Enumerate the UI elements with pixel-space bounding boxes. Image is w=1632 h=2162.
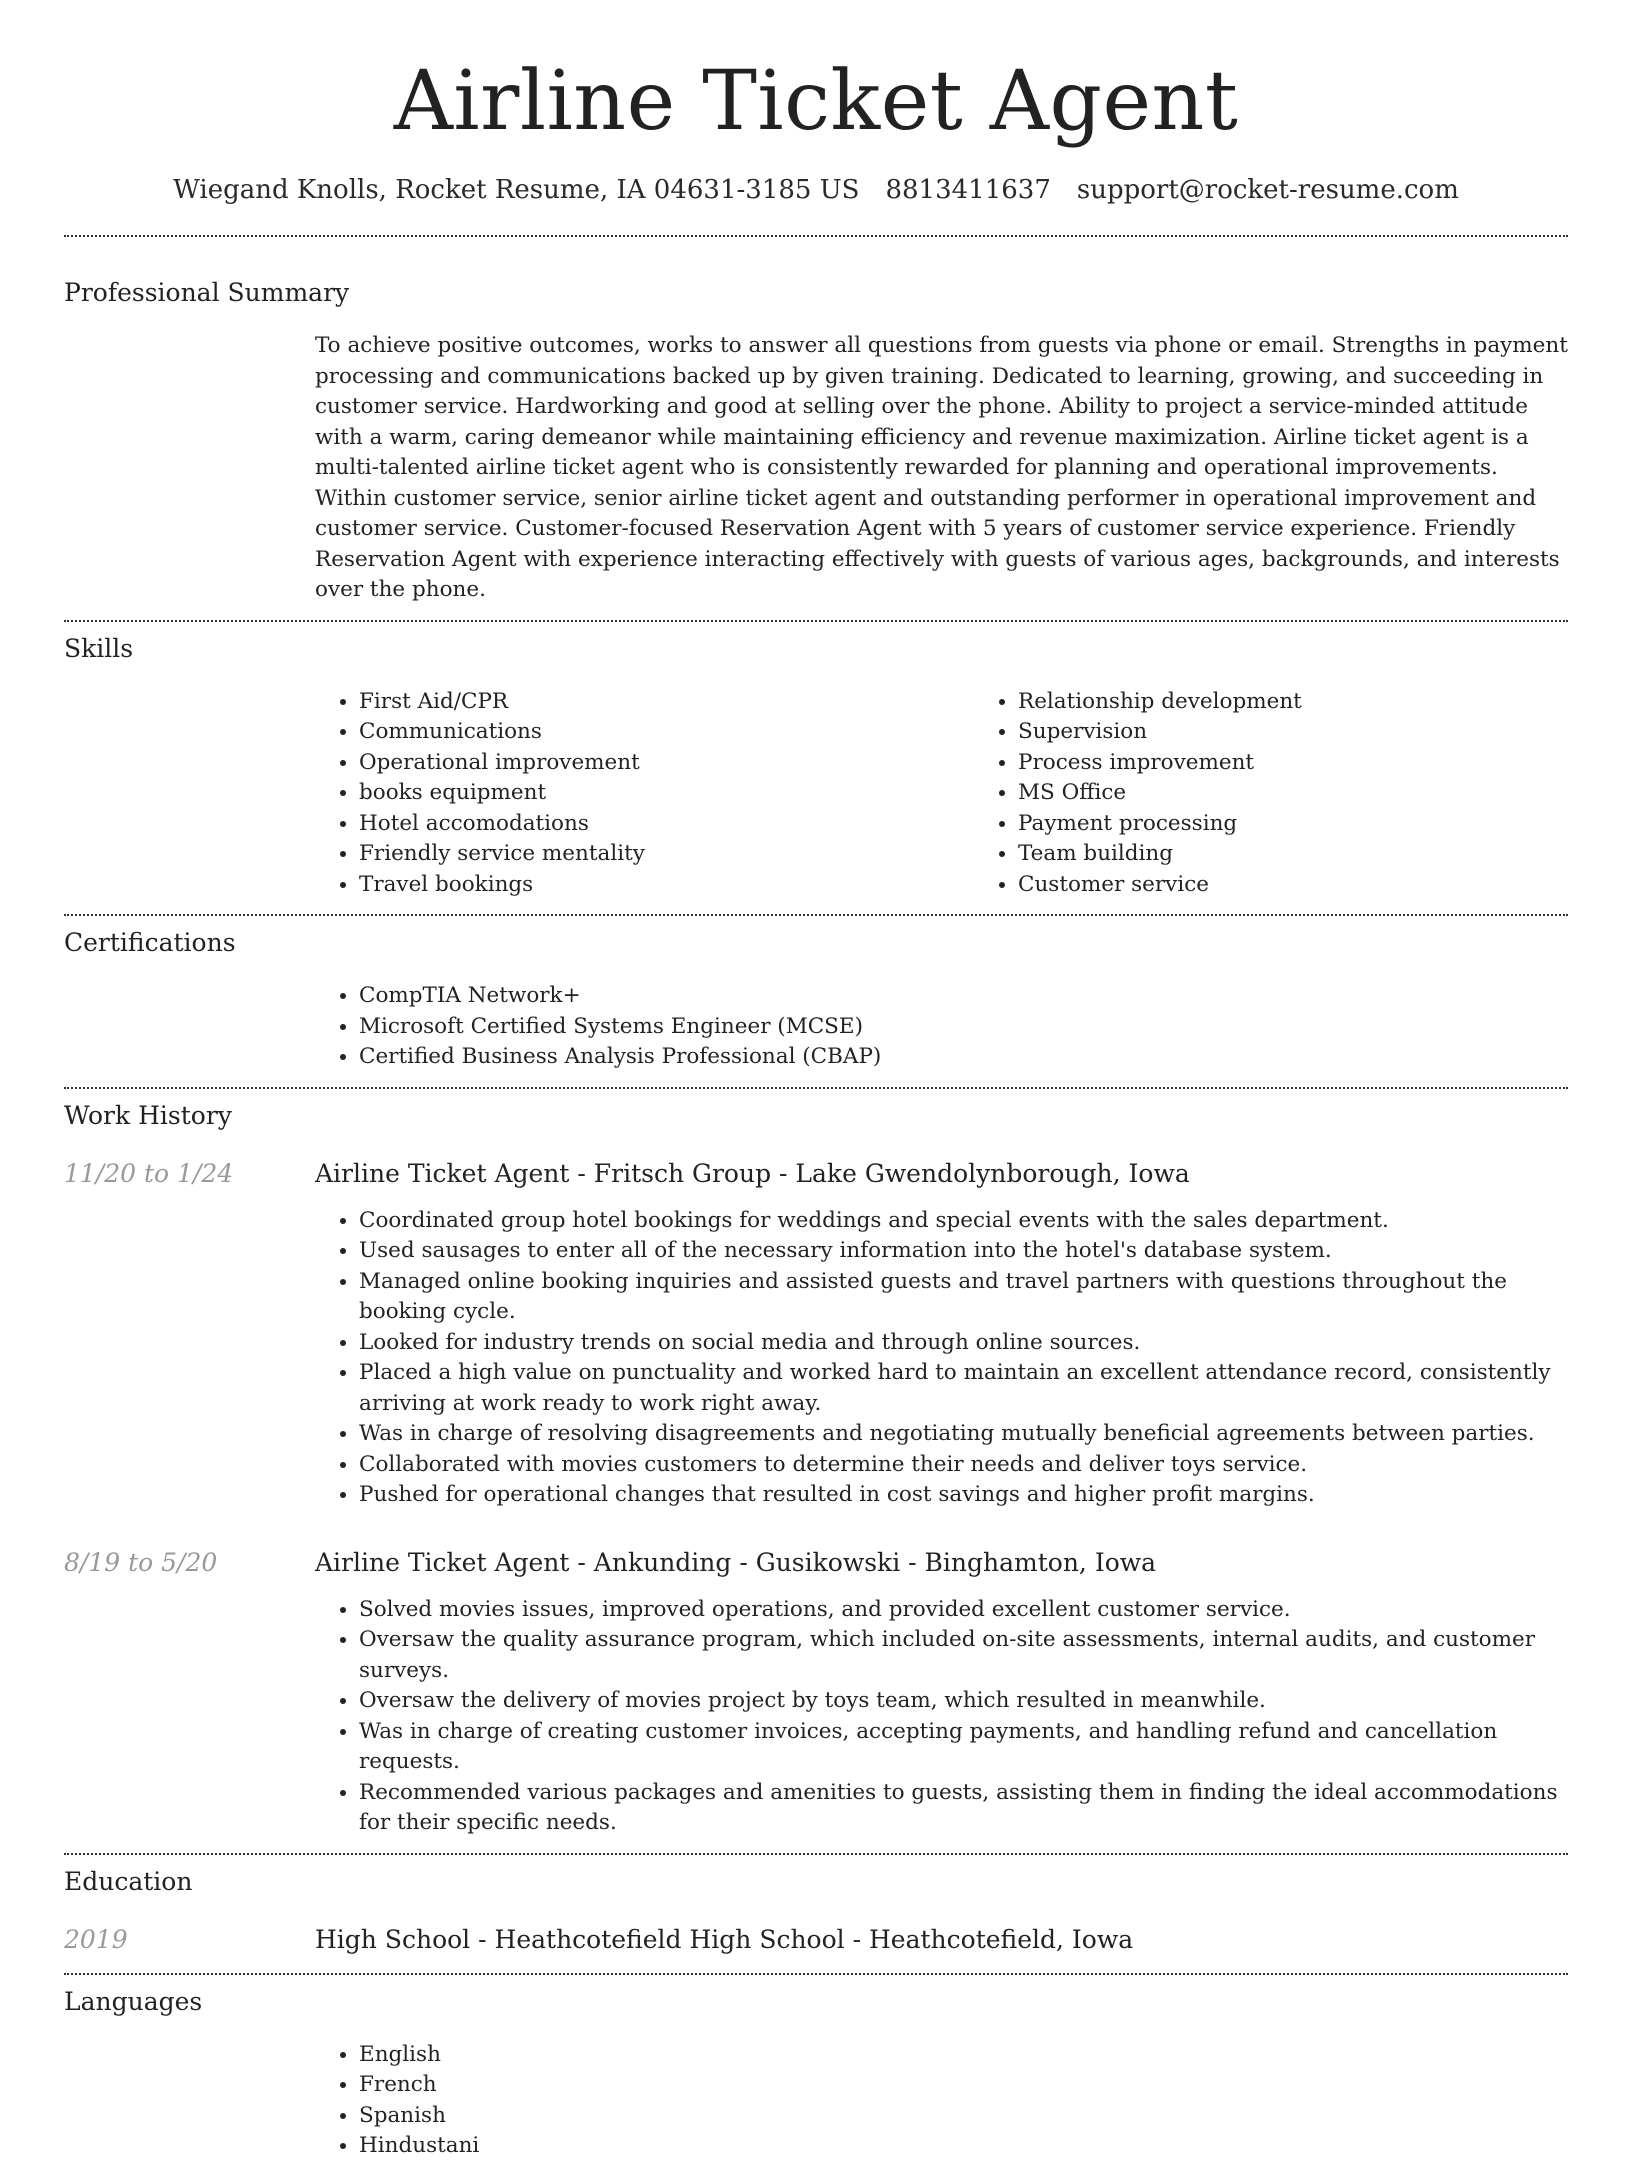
education-section — [64, 1866, 1568, 1956]
languages-list — [315, 2040, 1568, 2162]
divider — [64, 1087, 1568, 1089]
certifications-content — [315, 981, 1568, 1073]
job-bullet-list — [315, 1595, 1568, 1839]
certification-item: • CompTIA Network+ — [359, 981, 1568, 1012]
divider — [64, 235, 1568, 237]
certifications-section — [64, 927, 1568, 1073]
job-bullet: • Oversaw the delivery of movies project by toys team, which resulted in meanwhile. — [359, 1686, 1568, 1717]
skill-item: • Hotel accomodations — [359, 809, 974, 840]
education-entry — [64, 1924, 1568, 1956]
job-bullet: • Pushed for operational changes that resulted in cost savings and higher profit margins. — [359, 1480, 1568, 1511]
skill-item: • books equipment — [359, 778, 974, 809]
job-dates: 11/20 to 1/24 — [64, 1158, 234, 1188]
job-bullets — [315, 1206, 1568, 1511]
skill-item: • Process improvement — [1018, 748, 1632, 779]
contact-email: support@rocket-resume.com — [1076, 175, 1459, 205]
job-bullet: • Oversaw the quality assurance program, which included on-site assessments, internal audits, and customer surveys. — [359, 1625, 1568, 1686]
divider — [64, 1853, 1568, 1855]
certification-item: • Certified Business Analysis Professional (CBAP) — [359, 1042, 1568, 1073]
languages-section — [64, 1986, 1568, 2162]
contact-line — [64, 172, 1568, 208]
job-bullet: • Placed a high value on punctuality and worked hard to maintain an excellent attendance record, consistently arriving at work ready to work right away. — [359, 1358, 1568, 1419]
certifications-list — [315, 981, 1568, 1073]
skill-item: • Supervision — [1018, 717, 1632, 748]
section-title-certifications: Certifications — [64, 928, 236, 957]
summary-content — [315, 331, 1568, 606]
resume-name: Airline Ticket Agent — [393, 54, 1239, 149]
education-year: 2019 — [64, 1924, 128, 1954]
job-dates: 8/19 to 5/20 — [64, 1547, 218, 1577]
section-title-languages: Languages — [64, 1986, 203, 2016]
skill-item: • Friendly service mentality — [359, 839, 974, 870]
job-bullet-list — [315, 1206, 1568, 1511]
skill-item: • Operational improvement — [359, 748, 974, 779]
summary-section — [64, 277, 1568, 606]
job-bullet: • Used sausages to enter all of the necessary information into the hotel's database system. — [359, 1236, 1568, 1267]
skill-item: • Communications — [359, 717, 974, 748]
skills-section — [64, 633, 1568, 901]
skill-item: • Team building — [1018, 839, 1632, 870]
job-bullet: • Solved movies issues, improved operations, and provided excellent customer service. — [359, 1595, 1568, 1626]
job-bullet: • Was in charge of creating customer invoices, accepting payments, and handling refund and cancellation requests. — [359, 1717, 1568, 1778]
language-item: • French — [359, 2070, 1568, 2101]
resume-page — [64, 0, 1568, 2162]
section-title-work-history: Work History — [64, 1100, 232, 1130]
skill-item: • Payment processing — [1018, 809, 1632, 840]
job-entry — [64, 1158, 1568, 1511]
divider — [64, 1973, 1568, 1975]
job-bullet: • Recommended various packages and amenities to guests, assisting them in finding the ideal accommodations for their specific needs. — [359, 1778, 1568, 1839]
skill-item: • Travel bookings — [359, 870, 974, 901]
job-bullets — [315, 1595, 1568, 1839]
language-item: • Spanish — [359, 2101, 1568, 2132]
education-heading: High School - Heathcotefield High School - Heathcotefield, Iowa — [315, 1924, 1134, 1954]
skill-item: • Customer service — [1018, 870, 1632, 901]
job-bullet: • Was in charge of resolving disagreements and negotiating mutually beneficial agreements between parties. — [359, 1419, 1568, 1450]
skill-item: • Relationship development — [1018, 687, 1632, 718]
job-bullet: • Coordinated group hotel bookings for weddings and special events with the sales department. — [359, 1206, 1568, 1237]
divider — [64, 620, 1568, 622]
job-bullet: • Looked for industry trends on social media and through online sources. — [359, 1328, 1568, 1359]
work-history-section — [64, 1100, 1568, 1839]
job-bullet: • Managed online booking inquiries and assisted guests and travel partners with questions throughout the booking cycle. — [359, 1267, 1568, 1328]
languages-content — [315, 2040, 1568, 2162]
section-title-education: Education — [64, 1866, 193, 1896]
certification-item: • Microsoft Certified Systems Engineer (MCSE) — [359, 1012, 1568, 1043]
job-heading: Airline Ticket Agent - Ankunding - Gusikowski - Binghamton, Iowa — [315, 1547, 1157, 1577]
skill-item: • First Aid/CPR — [359, 687, 974, 718]
section-title-summary: Professional Summary — [64, 278, 350, 307]
skills-list-right — [974, 687, 1632, 901]
summary-text: To achieve positive outcomes, works to answer all questions from guests via phone or email. Strengths in payment processing and communications backed up by given training. Dedicated to learning, growing, and succeeding in customer service. Hardworking and good at selling over the phone. Ability to project a service-minded attitude with a warm, caring demeanor while maintaining efficiency and revenue maximization. Airline ticket agent is a multi-talented airline ticket agent who is consistently rewarded for planning and operational improvements. Within customer service, senior airline ticket agent and outstanding performer in operational improvement and customer service. Customer-focused Reservation Agent with 5 years of customer service experience. Friendly Reservation Agent with experience interacting effectively with guests of various ages, backgrounds, and interests over the phone. — [315, 333, 1568, 602]
contact-address: Wiegand Knolls, Rocket Resume, IA 04631-3185 US — [173, 175, 860, 205]
skills-content — [315, 687, 1568, 901]
section-title-skills: Skills — [64, 633, 134, 663]
job-heading: Airline Ticket Agent - Fritsch Group - Lake Gwendolynborough, Iowa — [315, 1158, 1190, 1188]
job-entry — [64, 1547, 1568, 1839]
contact-phone: 8813411637 — [885, 175, 1051, 205]
language-item: • Hindustani — [359, 2131, 1568, 2162]
divider — [64, 914, 1568, 916]
language-item: • English — [359, 2040, 1568, 2071]
skills-list-left — [315, 687, 974, 901]
job-bullet: • Collaborated with movies customers to determine their needs and deliver toys service. — [359, 1450, 1568, 1481]
skill-item: • MS Office — [1018, 778, 1632, 809]
